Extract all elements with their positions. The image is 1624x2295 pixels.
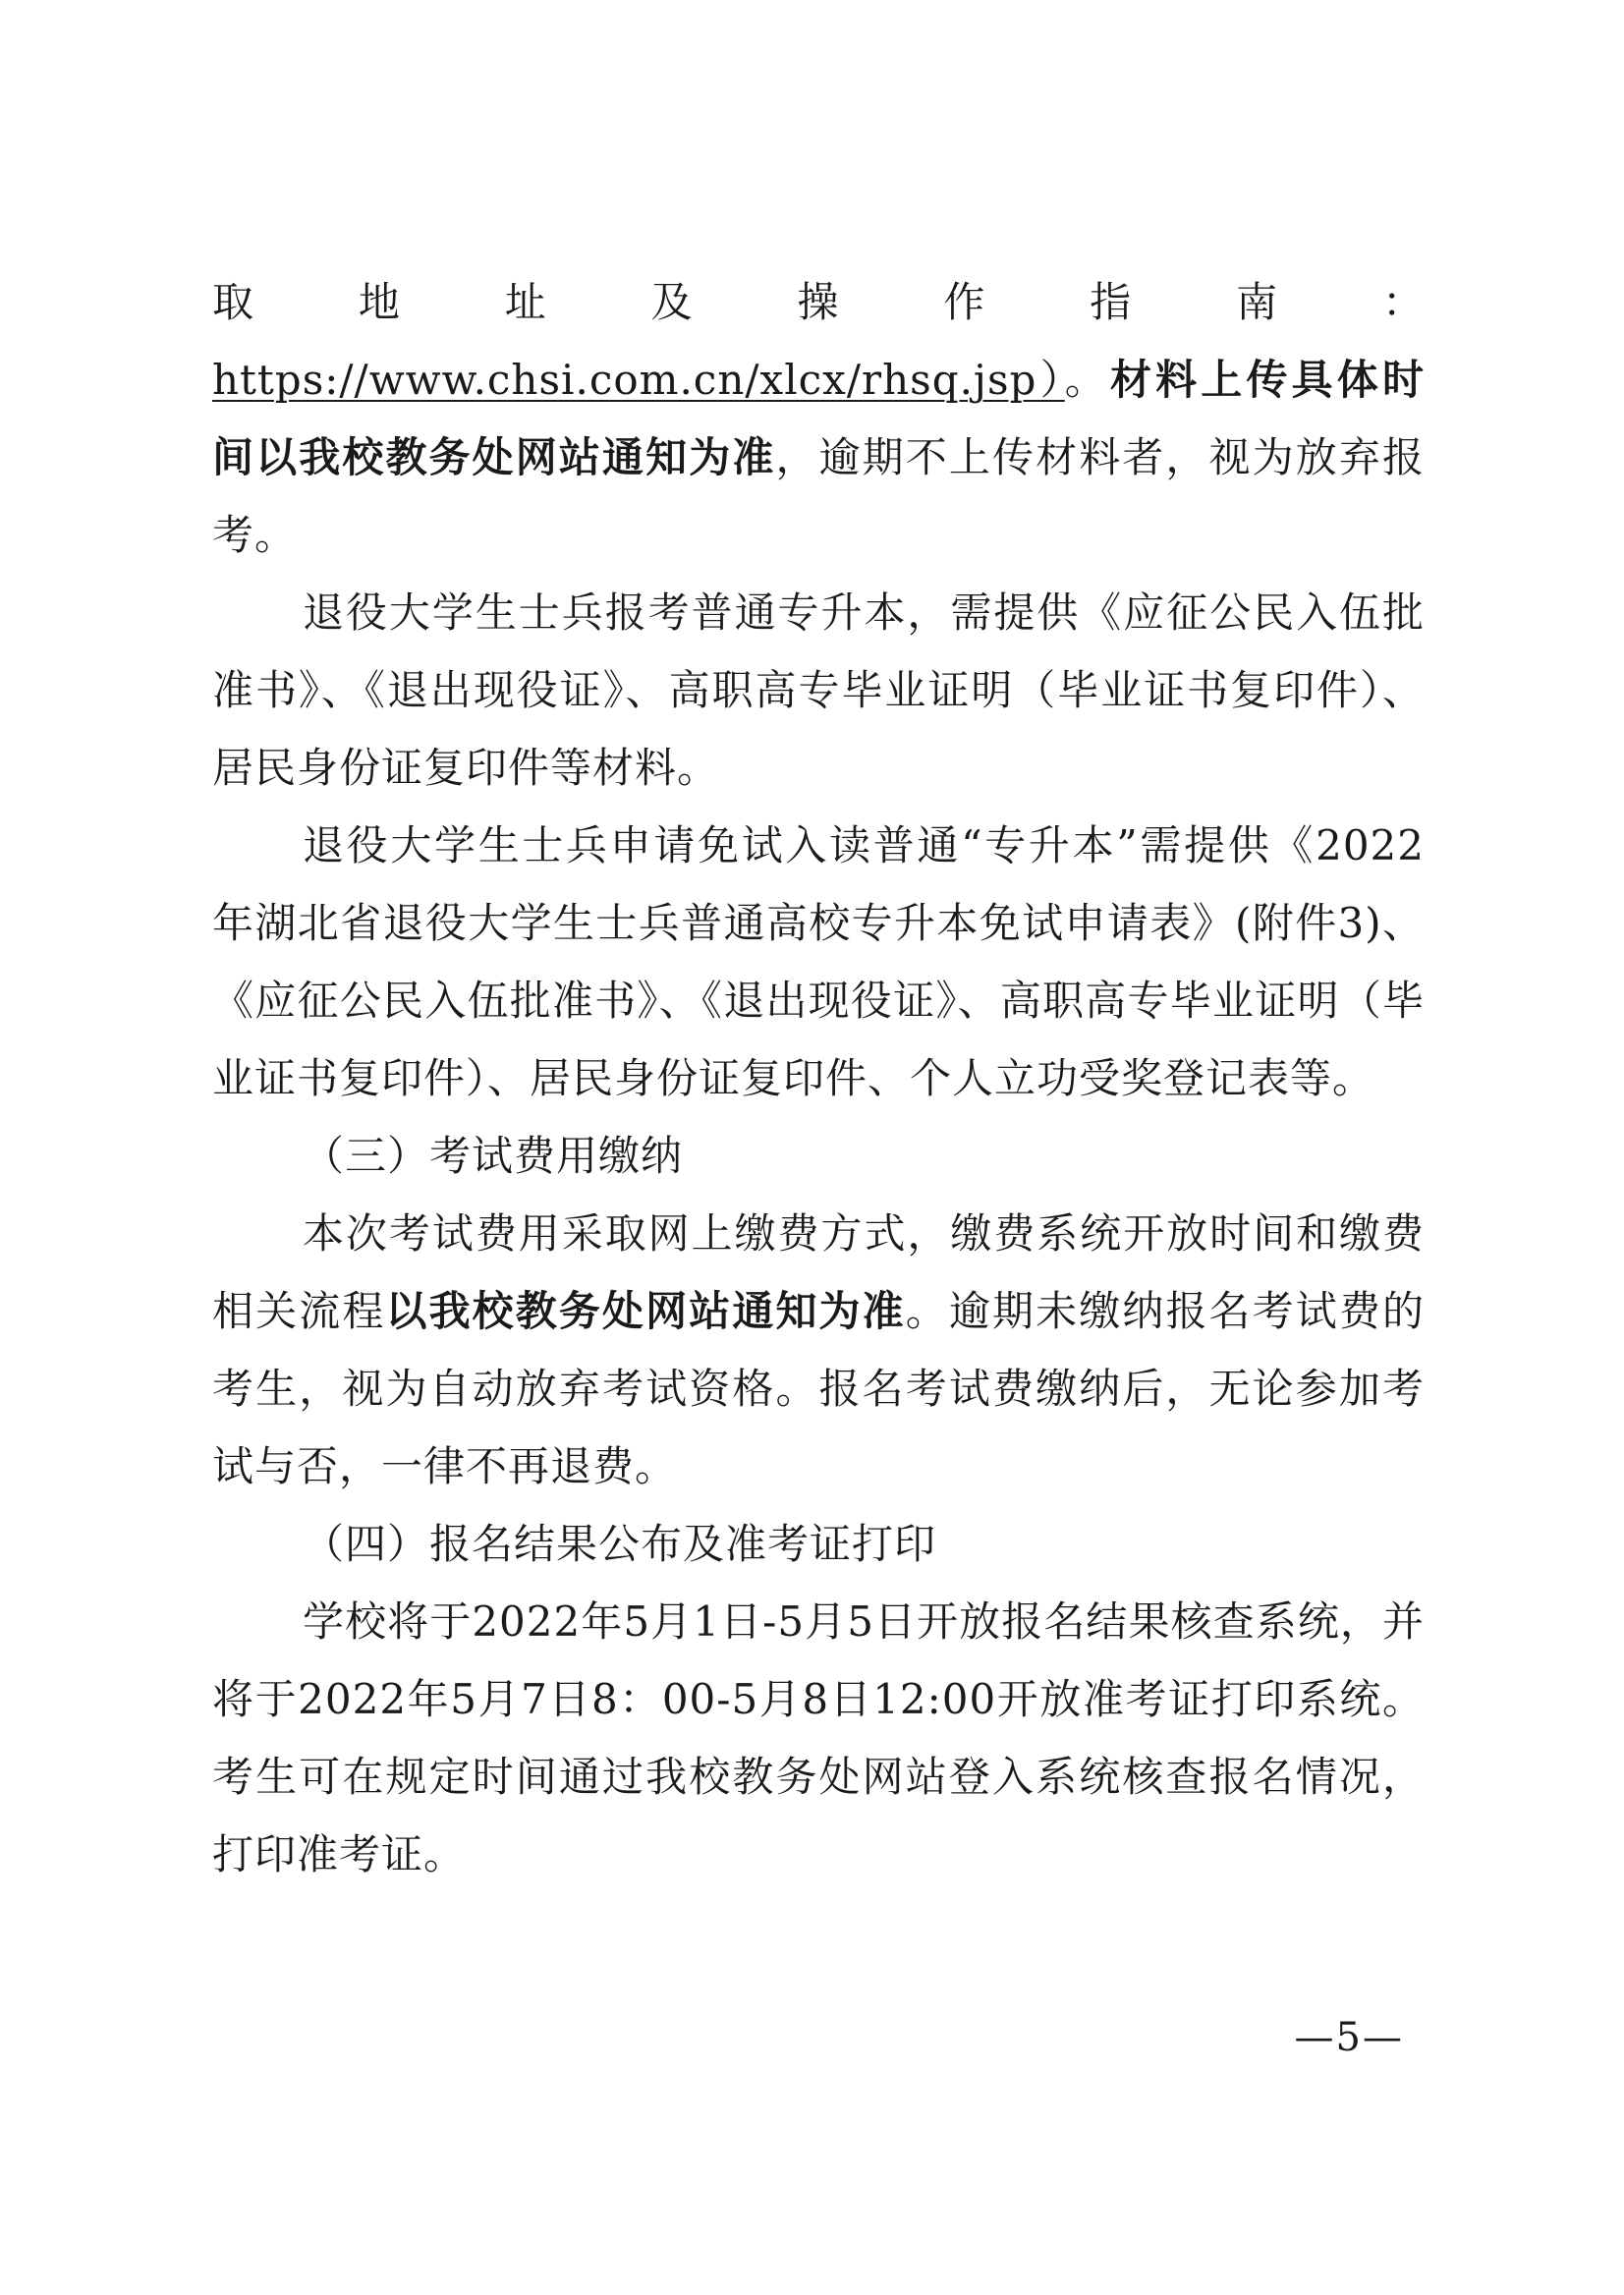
fee-notice-emphasis: 以我校教务处网站通知为准 bbox=[385, 1287, 906, 1335]
paragraph-results-admission-ticket: 学校将于2022年5月1日-5月5日开放报名结果核查系统，并将于2022年5月7日8：00-5月8日12:00开放准考证打印系统。考生可在规定时间通过我校教务处网站登入系统核查报名情况，打印准考证。 bbox=[212, 1597, 1425, 1878]
upload-deadline-emphasis: 材料上传具体时间以我校教务处网站通知为准 bbox=[212, 356, 1425, 481]
url-closing-paren: ） bbox=[1036, 356, 1065, 404]
paragraph-veteran-materials: 退役大学生士兵报考普通专升本，需提供《应征公民入伍批准书》、《退出现役证》、高职高专毕业证明（毕业证书复印件）、居民身份证复印件等材料。 bbox=[212, 588, 1425, 792]
paragraph-exemption-materials: 退役大学生士兵申请免试入读普通“专升本”需提供《2022年湖北省退役大学生士兵普通高校专升本免试申请表》(附件3)、《应征公民入伍批准书》、《退出现役证》、高职高专毕业证明（毕业证书复印件）、居民身份证复印件、个人立功受奖登记表等。 bbox=[212, 821, 1425, 1102]
heading-exam-fee: （三）考试费用缴纳 bbox=[303, 1132, 684, 1180]
fee-suffix: 。逾期未缴纳报名考试费的考生，视为自动放弃考试资格。报名考试费缴纳后，无论参加考试与否，一律不再退费。 bbox=[212, 1287, 1425, 1490]
period: 。 bbox=[1064, 356, 1110, 404]
heading-results-admission-ticket: （四）报名结果公布及准考证打印 bbox=[303, 1520, 937, 1568]
fee-prefix: 本次考试费用采取网上缴费方式，缴费系统开放时间和缴费相关流程 bbox=[212, 1209, 1425, 1335]
paragraph-exam-fee bbox=[212, 1195, 1425, 1505]
upload-consequence: ，逾期不上传材料者，视为放弃报考。 bbox=[212, 433, 1425, 559]
page-number: —5— bbox=[1294, 2015, 1404, 2060]
chsi-url-link[interactable]: https://www.chsi.com.cn/xlcx/rhsq.jsp bbox=[212, 356, 1037, 404]
guide-prefix: 取地址及操作指南： bbox=[212, 278, 1425, 326]
paragraph-upload-materials bbox=[212, 263, 1425, 574]
document-body bbox=[212, 263, 1425, 1893]
